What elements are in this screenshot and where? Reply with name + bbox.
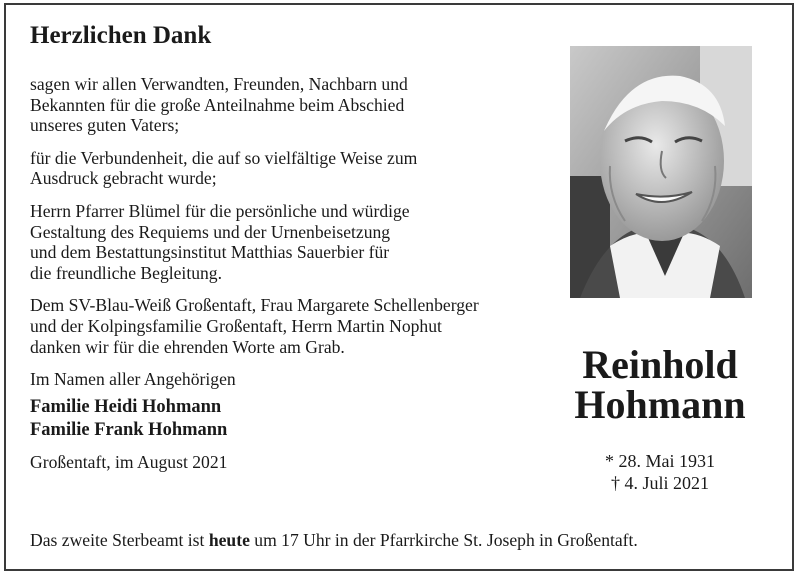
family-names [30, 396, 550, 442]
portrait-photo [570, 46, 752, 298]
text-line: danken wir für die ehrenden Worte am Grab. [30, 336, 345, 357]
paragraph-relatives [30, 74, 550, 136]
notice-body [30, 74, 550, 484]
text-line: die freundliche Begleitung. [30, 262, 223, 283]
last-name: Hohmann [574, 382, 746, 427]
announcement-emphasis: heute [208, 530, 250, 550]
deceased-name [555, 342, 765, 427]
text-line: Herrn Pfarrer Blümel für die persönliche und würdige [30, 200, 410, 221]
text-line: Dem SV-Blau-Weiß Großentaft, Frau Margarete Schellenberger [30, 295, 479, 316]
family-name: Familie Frank Hohmann [30, 419, 228, 440]
paragraph-pastor [30, 201, 550, 283]
text-line: sagen wir allen Verwandten, Freunden, Nachbarn und [30, 74, 408, 94]
text-line: und der Kolpingsfamilie Großentaft, Herrn Martin Nophut [30, 315, 442, 336]
text-line: Ausdruck gebracht wurde; [30, 168, 217, 189]
place-date: Großentaft, im August 2021 [30, 451, 228, 472]
paragraph-club [30, 295, 550, 357]
family-name: Familie Heidi Hohmann [30, 396, 222, 417]
first-name: Reinhold [582, 342, 738, 387]
text-line: unseres guten Vaters; [30, 115, 180, 136]
announcement-text: Das zweite Sterbeamt ist [30, 530, 209, 550]
text-line: und dem Bestattungsinstitut Matthias Sauerbier für [30, 242, 390, 263]
paragraph-solidarity [30, 148, 550, 189]
portrait-image [570, 46, 752, 298]
announcement-text: um 17 Uhr in der Pfarrkirche St. Joseph in Großentaft. [249, 530, 638, 550]
life-dates [555, 450, 765, 494]
text-line: für die Verbundenheit, die auf so vielfältige Weise zum [30, 147, 418, 168]
signoff: Im Namen aller Angehörigen [30, 369, 236, 390]
notice-heading: Herzlichen Dank [30, 22, 212, 49]
text-line: Bekannten für die große Anteilnahme beim Abschied [30, 94, 405, 115]
death-date: † 4. Juli 2021 [610, 473, 709, 493]
birth-date: * 28. Mai 1931 [605, 451, 715, 471]
text-line: Gestaltung des Requiems und der Urnenbeisetzung [30, 221, 391, 242]
service-announcement [30, 530, 638, 551]
